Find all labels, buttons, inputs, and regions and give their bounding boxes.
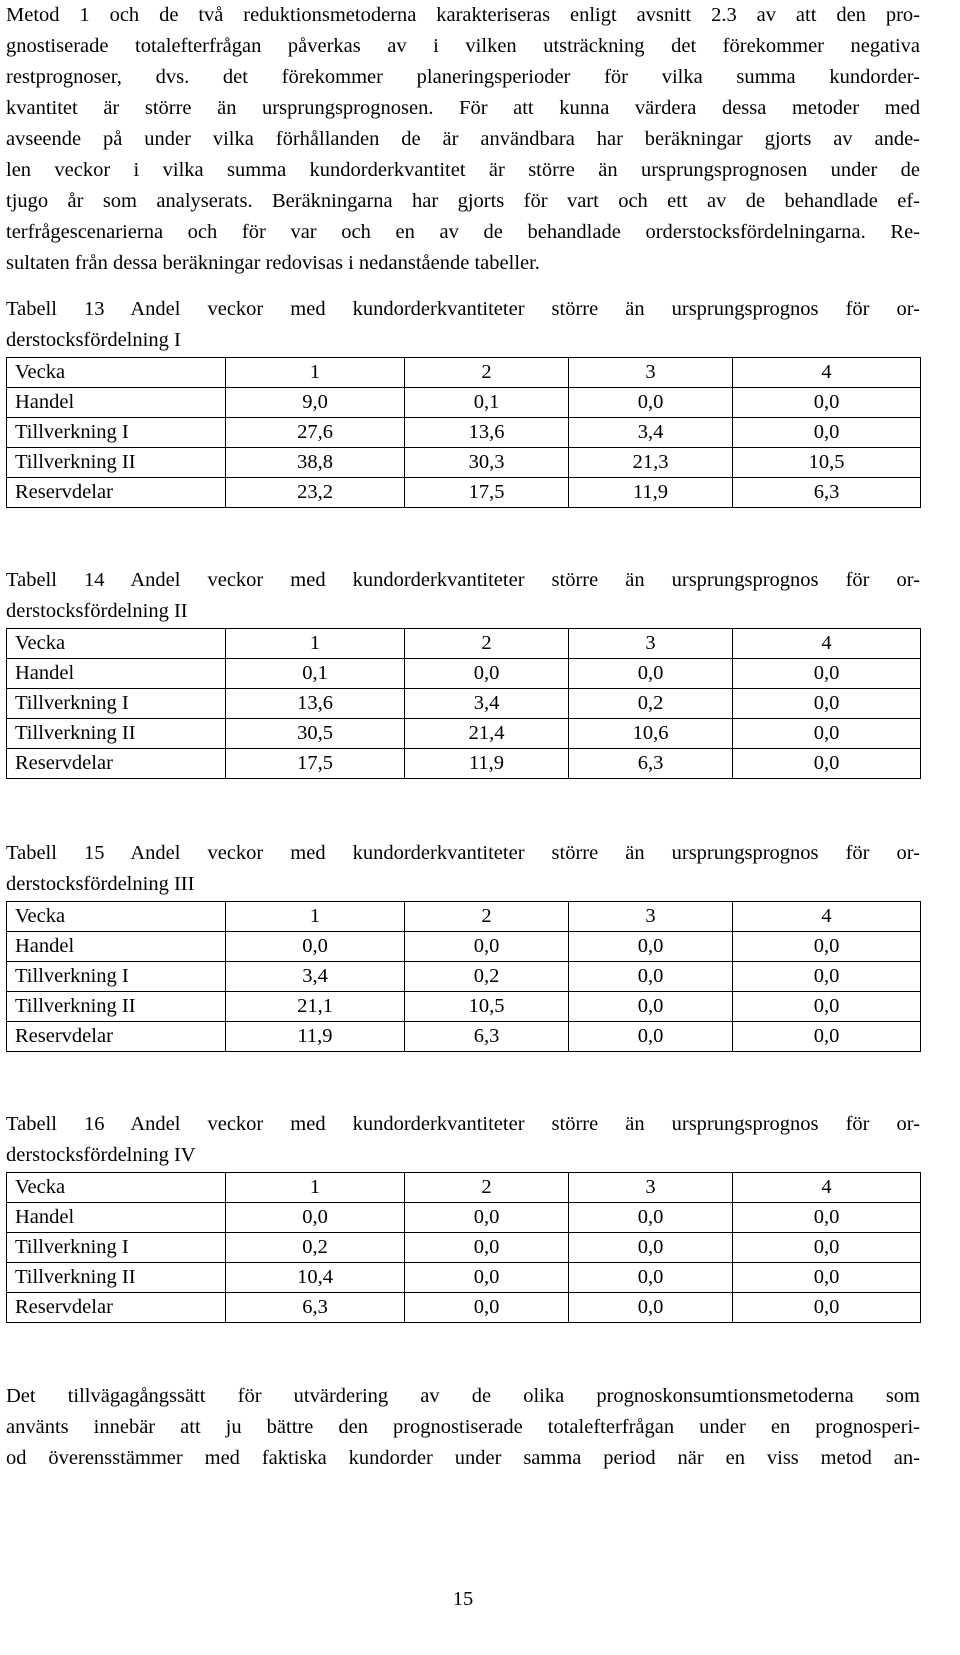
table-cell: 10,6 <box>569 719 733 749</box>
table-cell: 17,5 <box>226 749 405 779</box>
row-label: Tillverkning I <box>7 1233 226 1263</box>
row-label: Tillverkning II <box>7 1263 226 1293</box>
table-cell: 0,0 <box>569 1022 733 1052</box>
table-header-row <box>7 629 921 659</box>
table-row <box>7 1022 921 1052</box>
table-cell: 17,5 <box>405 478 569 508</box>
table-cell: 0,0 <box>733 719 921 749</box>
table-cell: 0,0 <box>733 1203 921 1233</box>
table-cell: 0,0 <box>226 1203 405 1233</box>
row-label: Tillverkning I <box>7 689 226 719</box>
header-cell: 4 <box>733 358 921 388</box>
text-line: restprognoser, dvs. det förekommer planeringsperioder för vilka summa kundorder- <box>6 66 920 88</box>
table-row <box>7 388 921 418</box>
caption-line: derstocksfördelning I <box>6 329 181 351</box>
row-label: Tillverkning II <box>7 448 226 478</box>
caption-line: Tabell 13 Andel veckor med kundorderkvantiteter större än ursprungsprognos för or- <box>6 298 920 320</box>
table-row <box>7 962 921 992</box>
table-caption <box>6 294 920 356</box>
caption-line: derstocksfördelning IV <box>6 1144 196 1166</box>
table-row <box>7 659 921 689</box>
text-line: kvantitet är större än ursprungsprognosen. För att kunna värdera dessa metoder med <box>6 97 920 119</box>
intro-paragraph <box>6 0 920 279</box>
text-line: tjugo år som analyserats. Beräkningarna har gjorts för vart och ett av de behandlade ef- <box>6 190 920 212</box>
text-line: sultaten från dessa beräkningar redovisas i nedanstående tabeller. <box>6 252 540 274</box>
header-cell: 3 <box>569 358 733 388</box>
table-cell: 38,8 <box>226 448 405 478</box>
data-table <box>6 1172 921 1323</box>
table-cell: 0,0 <box>733 1263 921 1293</box>
table-cell: 0,0 <box>405 1293 569 1323</box>
text-line: använts innebär att ju bättre den prognostiserade totalefterfrågan under en prognosperi- <box>6 1416 920 1438</box>
table-cell: 30,3 <box>405 448 569 478</box>
table-row <box>7 418 921 448</box>
row-label: Reservdelar <box>7 478 226 508</box>
table-row <box>7 1293 921 1323</box>
table-cell: 6,3 <box>405 1022 569 1052</box>
table-cell: 0,0 <box>569 932 733 962</box>
table-cell: 0,0 <box>569 1263 733 1293</box>
caption-line: derstocksfördelning II <box>6 600 188 622</box>
table-cell: 11,9 <box>569 478 733 508</box>
table-caption <box>6 565 920 627</box>
table-cell: 10,5 <box>405 992 569 1022</box>
table-block-13 <box>6 294 920 508</box>
text-line: terfrågescenarierna och för var och en av de behandlade orderstocksfördelningarna. Re- <box>6 221 920 243</box>
table-block-16 <box>6 1109 920 1323</box>
table-cell: 3,4 <box>226 962 405 992</box>
table-row <box>7 1203 921 1233</box>
row-label: Tillverkning II <box>7 992 226 1022</box>
header-cell: 1 <box>226 902 405 932</box>
table-cell: 9,0 <box>226 388 405 418</box>
caption-line: derstocksfördelning III <box>6 873 195 895</box>
table-cell: 0,0 <box>733 1233 921 1263</box>
table-cell: 13,6 <box>226 689 405 719</box>
table-cell: 0,0 <box>405 659 569 689</box>
table-block-15 <box>6 838 920 1052</box>
table-cell: 0,0 <box>569 1293 733 1323</box>
text-line: avseende på under vilka förhållanden de är användbara har beräkningar gjorts av ande- <box>6 128 920 150</box>
table-row <box>7 992 921 1022</box>
table-cell: 10,5 <box>733 448 921 478</box>
row-label: Handel <box>7 1203 226 1233</box>
row-label: Tillverkning I <box>7 962 226 992</box>
table-cell: 0,0 <box>405 1233 569 1263</box>
table-cell: 0,2 <box>226 1233 405 1263</box>
table-caption <box>6 838 920 900</box>
table-cell: 0,0 <box>569 388 733 418</box>
table-cell: 3,4 <box>405 689 569 719</box>
text-line: gnostiserade totalefterfrågan påverkas av i vilken utsträckning det förekommer negativa <box>6 35 920 57</box>
table-caption <box>6 1109 920 1171</box>
table-row <box>7 749 921 779</box>
table-cell: 0,0 <box>226 932 405 962</box>
table-cell: 13,6 <box>405 418 569 448</box>
table-cell: 27,6 <box>226 418 405 448</box>
closing-paragraph <box>6 1381 920 1474</box>
header-cell: 4 <box>733 629 921 659</box>
text-line: od överensstämmer med faktiska kundorder under samma period när en viss metod an- <box>6 1447 920 1469</box>
table-header-row <box>7 358 921 388</box>
table-cell: 0,0 <box>733 932 921 962</box>
table-cell: 3,4 <box>569 418 733 448</box>
table-row <box>7 689 921 719</box>
header-cell: 2 <box>405 629 569 659</box>
header-cell: 1 <box>226 1173 405 1203</box>
table-cell: 11,9 <box>226 1022 405 1052</box>
header-cell: 3 <box>569 629 733 659</box>
row-label: Tillverkning I <box>7 418 226 448</box>
table-cell: 0,0 <box>733 388 921 418</box>
data-table <box>6 357 921 508</box>
text-line: len veckor i vilka summa kundorderkvantitet är större än ursprungsprognosen under de <box>6 159 920 181</box>
table-row <box>7 478 921 508</box>
row-label: Handel <box>7 659 226 689</box>
row-label: Reservdelar <box>7 1022 226 1052</box>
table-cell: 0,0 <box>569 962 733 992</box>
table-cell: 0,2 <box>405 962 569 992</box>
text-line: Det tillvägagångssätt för utvärdering av de olika prognoskonsumtionsmetoderna som <box>6 1385 920 1407</box>
table-cell: 0,0 <box>569 1233 733 1263</box>
header-cell: 1 <box>226 358 405 388</box>
text-line: Metod 1 och de två reduktionsmetoderna karakteriseras enligt avsnitt 2.3 av att den pro- <box>6 4 920 26</box>
table-row <box>7 448 921 478</box>
table-cell: 0,0 <box>405 932 569 962</box>
table-cell: 6,3 <box>226 1293 405 1323</box>
header-cell: Vecka <box>7 1173 226 1203</box>
header-cell: Vecka <box>7 629 226 659</box>
table-cell: 0,0 <box>733 418 921 448</box>
header-cell: 3 <box>569 1173 733 1203</box>
row-label: Reservdelar <box>7 749 226 779</box>
page-number: 15 <box>452 1588 474 1610</box>
table-cell: 0,1 <box>405 388 569 418</box>
table-cell: 0,0 <box>733 659 921 689</box>
header-cell: 1 <box>226 629 405 659</box>
table-cell: 11,9 <box>405 749 569 779</box>
table-block-14 <box>6 565 920 779</box>
table-cell: 0,0 <box>733 749 921 779</box>
table-cell: 0,0 <box>405 1263 569 1293</box>
data-table <box>6 628 921 779</box>
caption-line: Tabell 16 Andel veckor med kundorderkvantiteter större än ursprungsprognos för or- <box>6 1113 920 1135</box>
table-cell: 0,0 <box>733 992 921 1022</box>
table-cell: 21,1 <box>226 992 405 1022</box>
table-cell: 0,0 <box>569 659 733 689</box>
table-cell: 0,0 <box>733 689 921 719</box>
header-cell: 2 <box>405 1173 569 1203</box>
table-header-row <box>7 1173 921 1203</box>
table-cell: 21,3 <box>569 448 733 478</box>
header-cell: 2 <box>405 902 569 932</box>
header-cell: Vecka <box>7 358 226 388</box>
table-cell: 30,5 <box>226 719 405 749</box>
row-label: Handel <box>7 388 226 418</box>
table-cell: 0,0 <box>569 1203 733 1233</box>
table-cell: 23,2 <box>226 478 405 508</box>
table-cell: 0,0 <box>733 1293 921 1323</box>
table-cell: 6,3 <box>569 749 733 779</box>
table-cell: 0,0 <box>405 1203 569 1233</box>
table-header-row <box>7 902 921 932</box>
table-cell: 6,3 <box>733 478 921 508</box>
header-cell: 4 <box>733 902 921 932</box>
table-cell: 0,1 <box>226 659 405 689</box>
table-cell: 0,0 <box>733 1022 921 1052</box>
data-table <box>6 901 921 1052</box>
table-cell: 0,2 <box>569 689 733 719</box>
row-label: Reservdelar <box>7 1293 226 1323</box>
row-label: Handel <box>7 932 226 962</box>
table-row <box>7 1263 921 1293</box>
header-cell: Vecka <box>7 902 226 932</box>
row-label: Tillverkning II <box>7 719 226 749</box>
table-cell: 0,0 <box>733 962 921 992</box>
table-cell: 21,4 <box>405 719 569 749</box>
caption-line: Tabell 14 Andel veckor med kundorderkvantiteter större än ursprungsprognos för or- <box>6 569 920 591</box>
header-cell: 2 <box>405 358 569 388</box>
caption-line: Tabell 15 Andel veckor med kundorderkvantiteter större än ursprungsprognos för or- <box>6 842 920 864</box>
header-cell: 3 <box>569 902 733 932</box>
table-row <box>7 719 921 749</box>
table-row <box>7 1233 921 1263</box>
table-cell: 0,0 <box>569 992 733 1022</box>
table-row <box>7 932 921 962</box>
header-cell: 4 <box>733 1173 921 1203</box>
table-cell: 10,4 <box>226 1263 405 1293</box>
